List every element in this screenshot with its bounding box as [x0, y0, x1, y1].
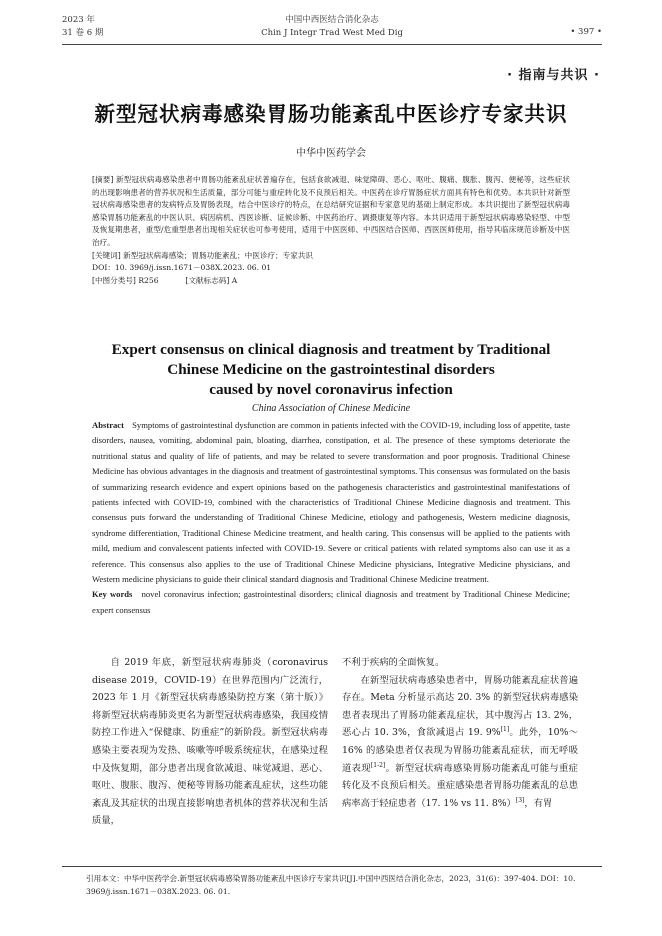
abstract-cn: [92, 174, 570, 287]
journal-name-en: Chin J Integr Trad West Med Dig: [261, 28, 403, 38]
author-en: China Association of Chinese Medicine: [251, 403, 411, 414]
body-paragraph: 自 2019 年底，新型冠状病毒肺炎（coronavirus disease 2019，COVID-19）在世界范围内广泛流行，2023 年 1 月《新型冠状病毒感染防控方案（第十版）》将新型冠状病毒肺炎更名为新型冠状病毒感染，我国疫情防控工作进入“保健康、防重症”的新阶段。新型冠状病毒感染主要表现为发热、咳嗽等呼吸系统症状，在感染过程中及恢复期，部分患者出现食欲减退、味觉减退、恶心、呕吐、腹胀、腹泻、便秘等胃肠功能紊乱症状，这些功能紊乱及其症状的出现直接影响患者机体的营养状况和生活质量，: [92, 657, 328, 827]
title-en-line1: Expert consensus on clinical diagnosis and treatment by Traditional: [111, 341, 551, 358]
journal-name-cn: 中国中西医结合消化杂志: [285, 15, 379, 25]
body-text-segment: 在新型冠状病毒感染患者中，胃肠功能紊乱症状普遍存在。Meta 分析显示高达 20. 3% 的新型冠状病毒感染患者表现出了胃肠功能紊乱症状，其中腹泻占 13. 2%，恶心占 10. 3%，食欲减退占 19. 9%: [342, 674, 578, 739]
abstract-cn-text: 新型冠状病毒感染患者中胃肠功能紊乱症状普遍存在，包括食欲减退、味觉障碍、恶心、呕吐、腹痛、腹胀、腹泻、便秘等，这些症状的出现影响患者的营养状况和生活质量，部分可能与重症转化及不良预后相关。中医药在诊疗胃肠症状方面具有特色和优势。本共识针对新型冠状病毒感染患者的发病特点及胃肠表现，结合中医诊疗的特点，在总结研究证据和专家意见的基础上制定形成。本共识提出了新型冠状病毒感染胃肠功能紊乱的中医认识、病因病机、西医诊断、证候诊断、中医药治疗、调摄康复等内容。本共识适用于新型冠状病毒感染轻型、中型及恢复期患者，重型/危重型患者出现相关症状也可参考使用，适用于中医医师、中西医结合医师、西医医师使用，指导其临床规范诊断及中医治疗。: [92, 175, 571, 247]
keywords-cn-text: 新型冠状病毒感染；胃肠功能紊乱；中医诊疗；专家共识: [123, 250, 313, 260]
clc-label: [中图分类号]: [92, 275, 136, 285]
body-column-right: [342, 654, 578, 812]
body-paragraph-continued: 不利于疾病的全面恢复。: [342, 657, 445, 668]
keywords-cn-label: [关键词]: [92, 250, 121, 260]
issue-year: 2023 年: [62, 15, 95, 25]
body-text-segment: ，有胃: [524, 797, 553, 809]
issue-volume: 31 卷 6 期: [62, 28, 104, 38]
body-paragraph: [342, 672, 578, 813]
reference-link[interactable]: [1]: [500, 726, 510, 734]
column-tag: · 指南与共识 ·: [507, 68, 600, 83]
reference-link[interactable]: [1-2]: [370, 761, 386, 769]
abstract-en-text: Symptoms of gastrointestinal dysfunction are common in patients infected with the COVID-19, including loss of appetite, taste disorders, nausea, vomiting, abdominal pain, bloating, diarrhea, constipation, et al. The presence of these symptoms deteriorate the nutritional status and quality of life of patients, and may be related to severe transformation and poor prognosis. Traditional Chinese Medicine has obvious advantages in the diagnosis and treatment of gastrointestinal symptoms. This consensus was formulated on the basis of summarizing research evidence and expert opinions based on the pathogenesis characteristics and gastrointestinal manifestations of patients infected with COVID-19, combined with the characteristics of Traditional Chinese Medicine diagnosis and treatment. This consensus puts forward the understanding of Traditional Chinese Medicine, etiology and pathogenesis, Western medicine diagnosis, syndrome differentiation, Traditional Chinese Medicine treatment, and health caring. This consensus will be applied to the patients with mild, medium and convalescent patients infected with COVID-19. Severe or critical patients with related symptoms also can use it as a reference. This consensus also applies to the use of Traditional Chinese Medicine physicians, Integrative Medicine physicians, and Western medicine physicians to guide their clinical standard diagnosis and Traditional Chinese Medicine treatment.: [92, 420, 570, 585]
journal-name: [62, 14, 602, 40]
body-column-left: [92, 654, 328, 830]
abstract-en-label: Abstract: [92, 420, 124, 430]
reference-link[interactable]: [3]: [515, 796, 525, 804]
keywords-en: [92, 587, 570, 618]
abstract-cn-label: [摘要]: [92, 175, 114, 184]
author-cn: 中华中医药学会: [296, 148, 366, 159]
header-divider: [62, 44, 602, 45]
doi-value: 10. 3969/j.issn.1671－038X.2023. 06. 01: [114, 263, 272, 273]
running-header: [62, 14, 602, 54]
citation-footer: [62, 866, 602, 898]
clc-value: R256: [138, 275, 159, 285]
article-title-cn: 新型冠状病毒感染胃肠功能紊乱中医诊疗专家共识: [94, 102, 568, 126]
doi-line: [92, 262, 570, 275]
doc-code-label: [文献标志码]: [185, 275, 230, 285]
doi-label: DOI：: [92, 263, 115, 273]
article-title-en: [0, 340, 662, 400]
doc-code-value: A: [231, 275, 238, 285]
abstract-en: [92, 418, 570, 618]
page-number: • 397 •: [570, 27, 602, 37]
citation-text: 引用本文：中华中医药学会.新型冠状病毒感染胃肠功能紊乱中医诊疗专家共识[J].中国中西医结合消化杂志，2023，31(6)：397-404. DOI：10. 3969/j.issn.1671－038X.2023. 06. 01.: [86, 874, 576, 896]
keywords-en-label: Key words: [92, 589, 133, 600]
keywords-en-text: novel coronavirus infection; gastrointestinal disorders; clinical diagnosis and treatment by Traditional Chinese Medicine; expert consensus: [92, 589, 570, 615]
keywords-cn: [92, 250, 570, 263]
classification-line: [92, 275, 570, 288]
title-en-line3: caused by novel coronavirus infection: [209, 381, 453, 398]
body-text-segment: 。此外，10%～16% 的感染患者仅表现为胃肠功能紊乱症状，而无呼吸道表现: [342, 727, 578, 774]
body-text-segment: 。新型冠状病毒感染胃肠功能紊乱可能与重症转化及不良预后相关。重症感染患者胃肠功能紊乱的总患病率高于轻症患者（17. 1% vs 11. 8%）: [342, 762, 578, 809]
title-en-line2: Chinese Medicine on the gastrointestinal disorders: [167, 361, 495, 378]
